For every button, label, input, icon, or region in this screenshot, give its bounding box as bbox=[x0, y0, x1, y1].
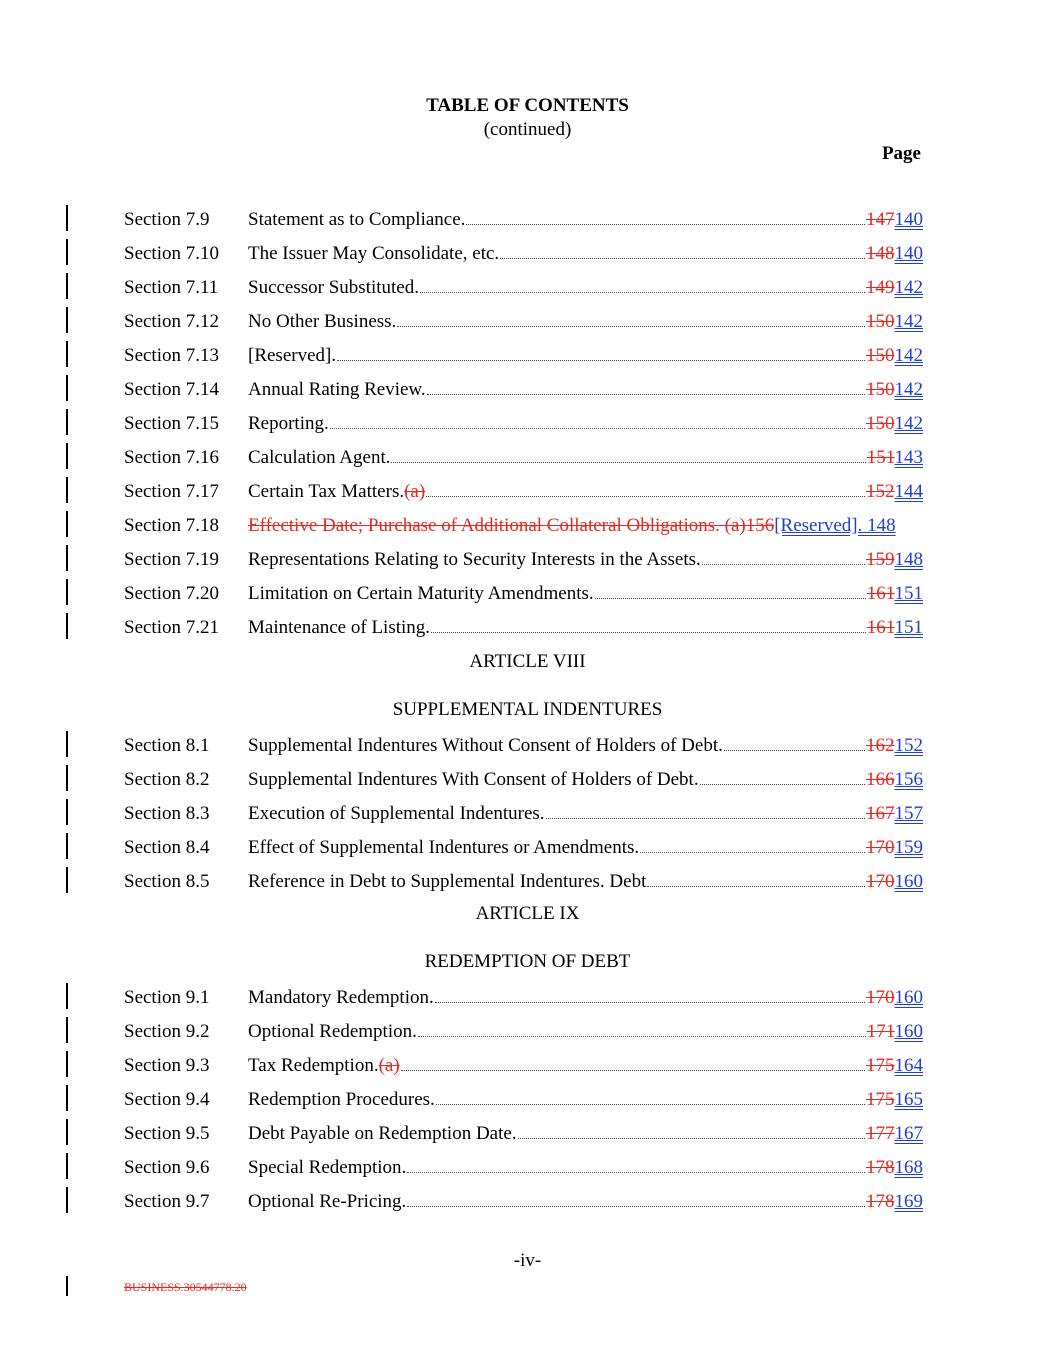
page-reference[interactable] bbox=[866, 769, 923, 791]
new-page-number[interactable]: 167 bbox=[894, 1123, 923, 1144]
new-page-number[interactable]: 152 bbox=[894, 735, 923, 756]
dot-leader bbox=[427, 394, 865, 395]
change-bar bbox=[66, 799, 68, 825]
article-9-title: REDEMPTION OF DEBT bbox=[424, 951, 631, 972]
dot-leader bbox=[647, 886, 865, 887]
toc-entry[interactable] bbox=[0, 307, 1055, 337]
section-title[interactable]: Successor Substituted. bbox=[248, 277, 419, 298]
change-bar bbox=[66, 1085, 68, 1111]
old-page-number: 175 bbox=[866, 1089, 895, 1110]
entry-line bbox=[248, 583, 923, 605]
page-reference[interactable] bbox=[867, 1021, 923, 1043]
section-number: Section 9.4 bbox=[124, 1089, 210, 1110]
old-page-number: 167 bbox=[866, 803, 895, 824]
new-page-number[interactable]: 142 bbox=[894, 311, 923, 332]
change-bar bbox=[66, 477, 68, 503]
page-reference[interactable] bbox=[866, 345, 923, 367]
page-reference[interactable] bbox=[866, 209, 923, 231]
new-page-number[interactable]: 140 bbox=[894, 209, 923, 230]
dot-leader bbox=[420, 292, 865, 293]
section-title[interactable]: Statement as to Compliance. bbox=[248, 209, 466, 230]
deleted-text: Effective Date; Purchase of Additional Collateral Obligations. (a)156 bbox=[248, 515, 775, 536]
old-page-number: 148 bbox=[866, 243, 895, 264]
old-page-number: 150 bbox=[866, 379, 895, 400]
new-page-number[interactable]: 169 bbox=[894, 1191, 923, 1212]
section-number: Section 9.7 bbox=[124, 1191, 210, 1212]
page-column-header: Page bbox=[881, 143, 921, 164]
section-number: Section 7.10 bbox=[124, 243, 219, 264]
change-bar bbox=[66, 983, 68, 1009]
section-number: Section 8.5 bbox=[124, 871, 210, 892]
change-bar bbox=[66, 1276, 68, 1296]
section-title[interactable]: Tax Redemption. bbox=[248, 1055, 379, 1076]
old-page-number: 161 bbox=[866, 583, 895, 604]
toc-entry[interactable] bbox=[0, 375, 1055, 405]
page-reference[interactable] bbox=[866, 481, 923, 503]
article-8-heading: ARTICLE VIII bbox=[469, 651, 586, 672]
section-number: Section 9.1 bbox=[124, 987, 210, 1008]
dot-leader bbox=[330, 428, 865, 429]
entry-line bbox=[248, 1089, 923, 1111]
entry-line bbox=[248, 1191, 923, 1213]
dot-leader bbox=[700, 784, 865, 785]
change-bar bbox=[66, 867, 68, 893]
page-number: -iv- bbox=[513, 1250, 542, 1271]
section-number: Section 7.17 bbox=[124, 481, 219, 502]
old-page-number: 171 bbox=[866, 1021, 895, 1042]
dot-leader bbox=[418, 1036, 866, 1037]
dot-leader bbox=[407, 1172, 865, 1173]
old-page-number: 149 bbox=[866, 277, 895, 298]
new-page-number[interactable]: [Reserved]. 148 bbox=[774, 515, 896, 536]
old-page-number: 175 bbox=[866, 1055, 895, 1076]
change-bar bbox=[66, 1153, 68, 1179]
new-page-number[interactable]: 142 bbox=[894, 277, 923, 298]
dot-leader bbox=[500, 258, 865, 259]
dot-leader bbox=[702, 564, 865, 565]
change-bar bbox=[66, 273, 68, 299]
page-reference[interactable] bbox=[867, 447, 923, 469]
entry-line bbox=[248, 277, 923, 299]
toc-entry[interactable] bbox=[0, 613, 1055, 643]
toc-entry[interactable] bbox=[0, 511, 1055, 541]
new-page-number[interactable]: 140 bbox=[894, 243, 923, 264]
section-title[interactable]: Debt Payable on Redemption Date. bbox=[248, 1123, 517, 1144]
deleted-text: (a) bbox=[404, 481, 426, 502]
toc-entry[interactable] bbox=[0, 867, 1055, 897]
section-title[interactable]: Calculation Agent. bbox=[248, 447, 391, 468]
toc-entry[interactable] bbox=[0, 341, 1055, 371]
section-number: Section 7.11 bbox=[124, 277, 219, 298]
toc-subtitle: (continued) bbox=[483, 119, 572, 140]
section-title[interactable]: Mandatory Redemption. bbox=[248, 987, 434, 1008]
toc-entry[interactable] bbox=[0, 579, 1055, 609]
section-title[interactable]: Optional Re-Pricing. bbox=[248, 1191, 407, 1212]
new-page-number[interactable]: 143 bbox=[894, 447, 923, 468]
new-page-number[interactable]: 168 bbox=[894, 1157, 923, 1178]
section-number: Section 7.21 bbox=[124, 617, 219, 638]
old-page-number: 178 bbox=[866, 1157, 895, 1178]
entry-line bbox=[248, 803, 923, 825]
toc-entry[interactable] bbox=[0, 239, 1055, 269]
change-bar bbox=[66, 409, 68, 435]
section-title[interactable]: Effect of Supplemental Indentures or Amendments. bbox=[248, 837, 640, 858]
section-number: Section 7.14 bbox=[124, 379, 219, 400]
change-bar bbox=[66, 545, 68, 571]
toc-entry[interactable] bbox=[0, 477, 1055, 507]
new-page-number[interactable]: 157 bbox=[894, 803, 923, 824]
page-reference[interactable] bbox=[866, 243, 923, 265]
page-reference[interactable] bbox=[866, 837, 923, 859]
entry-line bbox=[248, 987, 923, 1009]
change-bar bbox=[66, 1051, 68, 1077]
dot-leader bbox=[546, 818, 865, 819]
old-page-number: 161 bbox=[866, 617, 895, 638]
entry-line bbox=[248, 735, 923, 757]
toc-entry[interactable] bbox=[0, 833, 1055, 863]
dot-leader bbox=[397, 326, 865, 327]
section-title[interactable]: Maintenance of Listing. bbox=[248, 617, 431, 638]
new-page-number[interactable]: 148 bbox=[894, 549, 923, 570]
article-8-title: SUPPLEMENTAL INDENTURES bbox=[392, 699, 663, 720]
section-title[interactable]: Representations Relating to Security Interests in the Assets. bbox=[248, 549, 701, 570]
dot-leader bbox=[595, 598, 866, 599]
new-page-number[interactable]: 151 bbox=[894, 617, 923, 638]
toc-entry[interactable] bbox=[0, 273, 1055, 303]
new-page-number[interactable]: 156 bbox=[894, 769, 923, 790]
dot-leader bbox=[724, 750, 865, 751]
section-title[interactable]: Annual Rating Review. bbox=[248, 379, 426, 400]
old-page-number: 177 bbox=[866, 1123, 895, 1144]
change-bar bbox=[66, 613, 68, 639]
old-page-number: 170 bbox=[866, 837, 895, 858]
change-bar bbox=[66, 511, 68, 537]
page-reference[interactable] bbox=[866, 311, 923, 333]
new-page-number[interactable]: 151 bbox=[894, 583, 923, 604]
toc-entry[interactable] bbox=[0, 443, 1055, 473]
section-title[interactable]: Execution of Supplemental Indentures. bbox=[248, 803, 545, 824]
toc-entry[interactable] bbox=[0, 1085, 1055, 1115]
entry-line bbox=[248, 311, 923, 333]
old-page-number: 151 bbox=[866, 447, 895, 468]
dot-leader bbox=[466, 224, 865, 225]
toc-entry[interactable] bbox=[0, 1187, 1055, 1217]
new-page-number[interactable]: 159 bbox=[894, 837, 923, 858]
toc-entry[interactable] bbox=[0, 983, 1055, 1013]
page-reference[interactable] bbox=[866, 803, 923, 825]
page-reference[interactable] bbox=[866, 1055, 923, 1077]
page-reference[interactable] bbox=[866, 549, 923, 571]
entry-line bbox=[248, 481, 923, 503]
new-page-number[interactable]: 165 bbox=[894, 1089, 923, 1110]
change-bar bbox=[66, 579, 68, 605]
change-bar bbox=[66, 1119, 68, 1145]
dot-leader bbox=[391, 462, 865, 463]
entry-line bbox=[248, 617, 923, 639]
toc-title: TABLE OF CONTENTS bbox=[426, 95, 629, 116]
change-bar bbox=[66, 307, 68, 333]
section-number: Section 9.3 bbox=[124, 1055, 210, 1076]
page-reference[interactable] bbox=[866, 1191, 923, 1213]
old-page-number: 166 bbox=[866, 769, 895, 790]
toc-entry[interactable] bbox=[0, 545, 1055, 575]
dot-leader bbox=[640, 852, 865, 853]
page-reference[interactable] bbox=[866, 277, 923, 299]
entry-line bbox=[248, 379, 923, 401]
dot-leader bbox=[426, 496, 865, 497]
new-page-number[interactable]: 160 bbox=[894, 871, 923, 892]
new-page-number[interactable]: 164 bbox=[894, 1055, 923, 1076]
section-number: Section 7.15 bbox=[124, 413, 219, 434]
change-bar bbox=[66, 341, 68, 367]
page-reference[interactable] bbox=[866, 871, 923, 893]
old-page-number: 150 bbox=[866, 311, 895, 332]
section-number: Section 9.2 bbox=[124, 1021, 210, 1042]
page-reference[interactable] bbox=[866, 1089, 923, 1111]
toc-entry[interactable] bbox=[0, 1119, 1055, 1149]
page-reference[interactable] bbox=[866, 1123, 923, 1145]
new-page-number[interactable]: 160 bbox=[894, 987, 923, 1008]
dot-leader bbox=[407, 1206, 865, 1207]
toc-entry[interactable] bbox=[0, 1017, 1055, 1047]
entry-line bbox=[248, 1021, 923, 1043]
page-reference[interactable] bbox=[866, 379, 923, 401]
page-reference[interactable] bbox=[866, 987, 923, 1009]
section-number: Section 7.19 bbox=[124, 549, 219, 570]
old-page-number: 159 bbox=[866, 549, 895, 570]
section-title[interactable]: Limitation on Certain Maturity Amendments. bbox=[248, 583, 594, 604]
section-number: Section 7.9 bbox=[124, 209, 210, 230]
article-9-heading: ARTICLE IX bbox=[475, 903, 580, 924]
change-bar bbox=[66, 765, 68, 791]
entry-line bbox=[248, 871, 923, 893]
section-number: Section 7.13 bbox=[124, 345, 219, 366]
section-number: Section 8.1 bbox=[124, 735, 210, 756]
dot-leader bbox=[436, 1104, 865, 1105]
section-number: Section 7.18 bbox=[124, 515, 219, 536]
new-page-number[interactable]: 142 bbox=[894, 413, 923, 434]
section-number: Section 8.3 bbox=[124, 803, 210, 824]
section-number: Section 7.20 bbox=[124, 583, 219, 604]
new-page-number[interactable]: 144 bbox=[894, 481, 923, 502]
entry-line bbox=[248, 447, 923, 469]
section-number: Section 7.16 bbox=[124, 447, 219, 468]
section-title[interactable]: Redemption Procedures. bbox=[248, 1089, 435, 1110]
document-id: BUSINESS.30544778.20 bbox=[124, 1280, 247, 1294]
page-reference[interactable] bbox=[866, 735, 923, 757]
section-number: Section 7.12 bbox=[124, 311, 219, 332]
dot-leader bbox=[518, 1138, 865, 1139]
entry-line bbox=[248, 413, 923, 435]
page-reference[interactable] bbox=[866, 413, 923, 435]
entry-line bbox=[248, 515, 896, 537]
section-title[interactable]: Optional Redemption. bbox=[248, 1021, 417, 1042]
entry-line bbox=[248, 1123, 923, 1145]
deleted-text: (a) bbox=[378, 1055, 400, 1076]
page-reference[interactable] bbox=[866, 1157, 923, 1179]
section-title[interactable]: The Issuer May Consolidate, etc. bbox=[248, 243, 500, 264]
entry-line bbox=[248, 243, 923, 265]
dot-leader bbox=[401, 1070, 865, 1071]
dot-leader bbox=[337, 360, 865, 361]
toc-entry[interactable] bbox=[0, 731, 1055, 761]
new-page-number[interactable]: 142 bbox=[894, 379, 923, 400]
old-page-number: 147 bbox=[866, 209, 895, 230]
entry-line bbox=[248, 1055, 923, 1077]
toc-entry[interactable] bbox=[0, 205, 1055, 235]
change-bar bbox=[66, 239, 68, 265]
change-bar bbox=[66, 205, 68, 231]
old-page-number: 152 bbox=[866, 481, 895, 502]
dot-leader bbox=[431, 632, 866, 633]
old-page-number: 150 bbox=[866, 413, 895, 434]
change-bar bbox=[66, 731, 68, 757]
old-page-number: 170 bbox=[866, 871, 895, 892]
new-page-number[interactable]: 160 bbox=[894, 1021, 923, 1042]
section-title[interactable]: Supplemental Indentures Without Consent of Holders of Debt. bbox=[248, 735, 723, 756]
change-bar bbox=[66, 1187, 68, 1213]
old-page-number: 162 bbox=[866, 735, 895, 756]
new-page-number[interactable]: 142 bbox=[894, 345, 923, 366]
entry-line bbox=[248, 837, 923, 859]
page-reference[interactable] bbox=[867, 583, 923, 605]
toc-entry[interactable] bbox=[0, 765, 1055, 795]
toc-entry[interactable] bbox=[0, 1051, 1055, 1081]
entry-line bbox=[248, 209, 923, 231]
section-title[interactable]: No Other Business. bbox=[248, 311, 397, 332]
page-reference[interactable] bbox=[867, 617, 923, 639]
section-number: Section 8.4 bbox=[124, 837, 210, 858]
section-title[interactable]: Supplemental Indentures With Consent of Holders of Debt. bbox=[248, 769, 699, 790]
section-title[interactable]: Reference in Debt to Supplemental Indentures. Debt bbox=[248, 871, 647, 892]
dot-leader bbox=[435, 1002, 865, 1003]
page-reference[interactable] bbox=[774, 515, 895, 537]
entry-line bbox=[248, 769, 923, 791]
old-page-number: 170 bbox=[866, 987, 895, 1008]
section-title[interactable]: Special Redemption. bbox=[248, 1157, 407, 1178]
section-number: Section 9.5 bbox=[124, 1123, 210, 1144]
section-title[interactable]: Reporting. bbox=[248, 413, 329, 434]
entry-line bbox=[248, 549, 923, 571]
toc-entry[interactable] bbox=[0, 409, 1055, 439]
entry-line bbox=[248, 345, 923, 367]
section-number: Section 9.6 bbox=[124, 1157, 210, 1178]
change-bar bbox=[66, 375, 68, 401]
toc-entry[interactable] bbox=[0, 1153, 1055, 1183]
change-bar bbox=[66, 1017, 68, 1043]
change-bar bbox=[66, 443, 68, 469]
old-page-number: 178 bbox=[866, 1191, 895, 1212]
section-title[interactable]: [Reserved]. bbox=[248, 345, 337, 366]
section-number: Section 8.2 bbox=[124, 769, 210, 790]
toc-entry[interactable] bbox=[0, 799, 1055, 829]
section-title[interactable]: Certain Tax Matters. bbox=[248, 481, 405, 502]
entry-line bbox=[248, 1157, 923, 1179]
change-bar bbox=[66, 833, 68, 859]
old-page-number: 150 bbox=[866, 345, 895, 366]
